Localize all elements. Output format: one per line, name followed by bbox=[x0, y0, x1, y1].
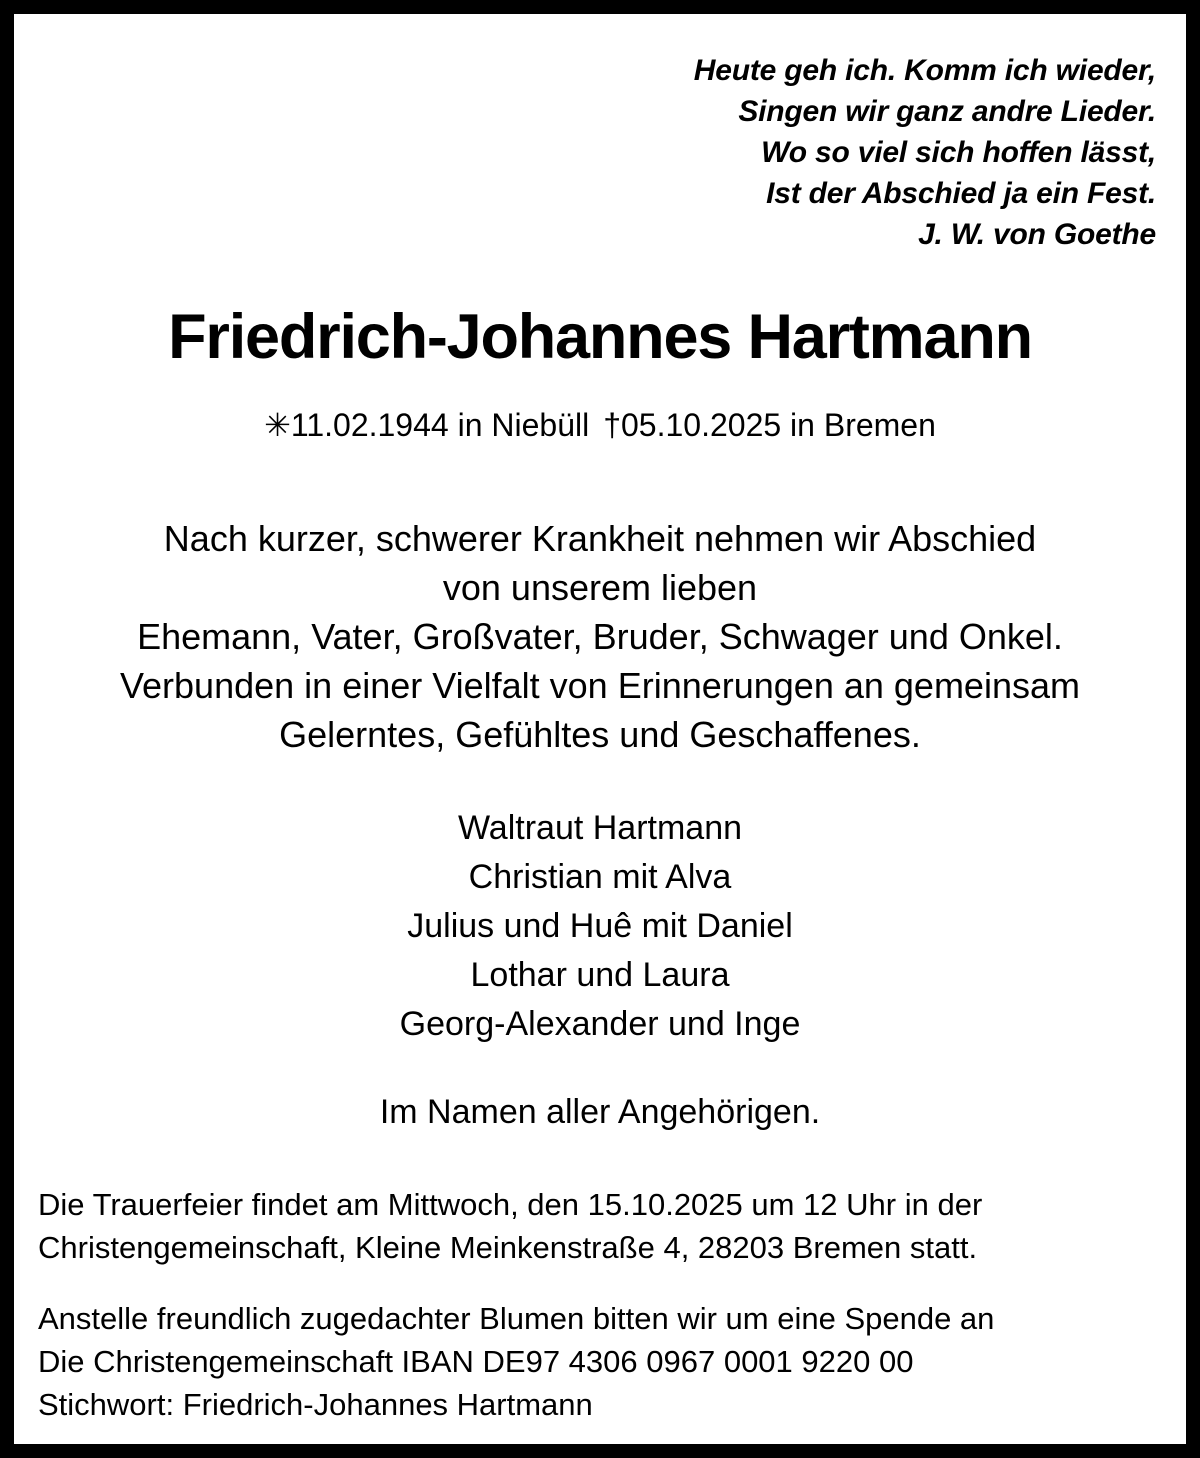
birth-preposition: in bbox=[457, 407, 483, 443]
donation-info bbox=[38, 1297, 1148, 1426]
deceased-name: Friedrich-Johannes Hartmann bbox=[168, 302, 1032, 372]
service-info-line-2: Christengemeinschaft, Kleine Meinkenstraße 4, 28203 Bremen statt. bbox=[38, 1230, 978, 1265]
donation-iban-line: Die Christengemeinschaft IBAN DE97 4306 0967 0001 9220 00 bbox=[38, 1344, 914, 1379]
service-info-line-1: Die Trauerfeier findet am Mittwoch, den 15.10.2025 um 12 Uhr in der bbox=[38, 1187, 983, 1222]
memorial-message-line-4: Verbunden in einer Vielfalt von Erinnerungen an gemeinsam bbox=[120, 665, 1080, 706]
birth-date: 11.02.1944 bbox=[290, 407, 449, 443]
death-place: Bremen bbox=[823, 407, 936, 443]
epigraph-line-3: Wo so viel sich hoffen lässt, bbox=[761, 136, 1156, 169]
epigraph-line-4: Ist der Abschied ja ein Fest. bbox=[766, 177, 1156, 210]
memorial-message-line-2: von unserem lieben bbox=[442, 567, 758, 608]
memorial-message bbox=[54, 514, 1146, 759]
epigraph-line-2: Singen wir ganz andre Lieder. bbox=[738, 95, 1156, 128]
details-block bbox=[38, 1183, 1148, 1426]
memorial-message-line-5: Gelerntes, Gefühltes und Geschaffenes. bbox=[279, 714, 921, 755]
birth-symbol-icon: ✳ bbox=[264, 407, 291, 443]
donation-reference-line: Stichwort: Friedrich-Johannes Hartmann bbox=[38, 1387, 593, 1422]
memorial-message-line-1: Nach kurzer, schwerer Krankheit nehmen wir Abschied bbox=[163, 518, 1037, 559]
death-preposition: in bbox=[790, 407, 815, 443]
survivor-name: Georg-Alexander und Inge bbox=[399, 1005, 801, 1043]
survivor-name: Julius und Huê mit Daniel bbox=[407, 907, 793, 945]
service-info bbox=[38, 1183, 1148, 1269]
survivor-name: Lothar und Laura bbox=[470, 956, 730, 994]
birth-place: Niebüll bbox=[491, 407, 590, 443]
memorial-message-line-3: Ehemann, Vater, Großvater, Bruder, Schwager und Onkel. bbox=[137, 616, 1063, 657]
survivors-list bbox=[14, 804, 1186, 1049]
epigraph-attribution: J. W. von Goethe bbox=[918, 218, 1156, 251]
life-dates bbox=[14, 404, 1186, 446]
donation-info-line-1: Anstelle freundlich zugedachter Blumen bitten wir um eine Spende an bbox=[38, 1301, 995, 1336]
closing-statement: Im Namen aller Angehörigen. bbox=[379, 1093, 821, 1131]
obituary-notice bbox=[14, 14, 1186, 1444]
survivor-name: Christian mit Alva bbox=[468, 858, 732, 896]
epigraph-poem bbox=[516, 50, 1156, 255]
epigraph-line-1: Heute geh ich. Komm ich wieder, bbox=[693, 54, 1156, 87]
survivor-name: Waltraut Hartmann bbox=[457, 809, 743, 847]
death-cross-icon: † bbox=[603, 407, 621, 443]
death-date: 05.10.2025 bbox=[621, 407, 782, 443]
